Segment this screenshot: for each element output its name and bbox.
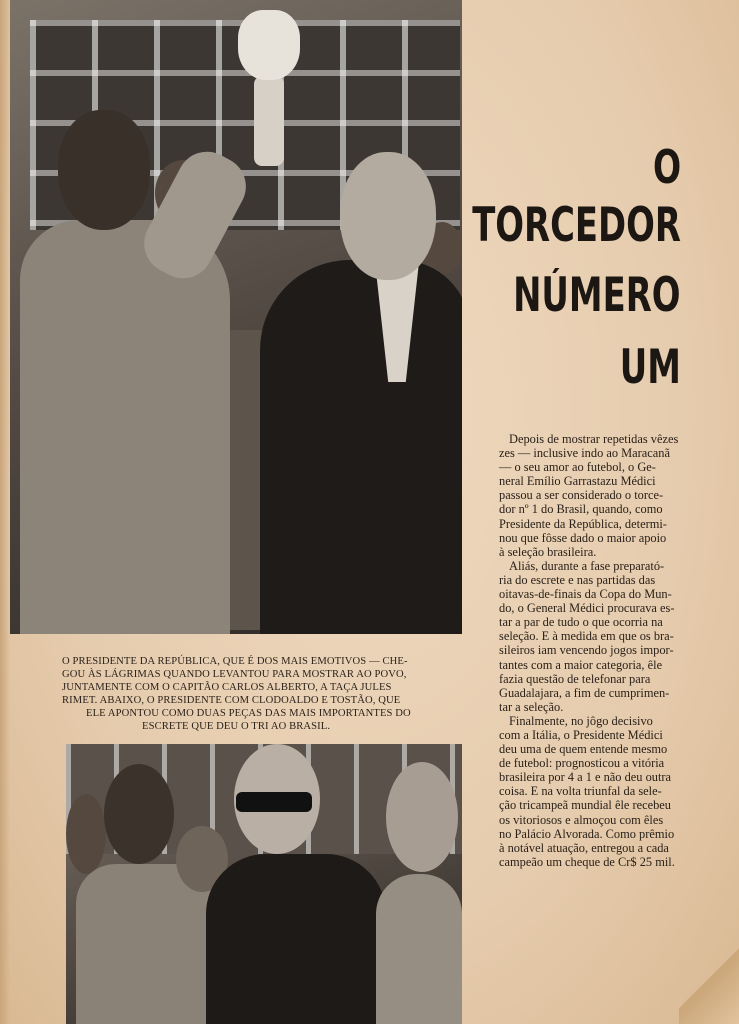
body-line: Finalmente, no jôgo decisivo [509, 713, 653, 728]
caption-line: GOU ÀS LÁGRIMAS QUANDO LEVANTOU PARA MOSTRAR AO POVO, [62, 669, 407, 680]
sunglasses-icon [236, 792, 312, 812]
body-line: — o seu amor ao futebol, o Ge- [499, 460, 656, 475]
caption-line: O PRESIDENTE DA REPÚBLICA, QUE É DOS MAIS EMOTIVOS — CHE- [62, 656, 408, 667]
photo-captain-face [58, 110, 150, 230]
body-line: ria do escrete e nas partidas das [499, 572, 656, 587]
body-line: do, o General Médici procurava es- [499, 601, 675, 616]
photo-player-clodoaldo-face [104, 764, 174, 864]
body-line: neral Emílio Garrastazu Médici [499, 474, 656, 489]
body-line: à seleção brasileira. [499, 544, 597, 559]
photo-player-tostao-body [376, 874, 462, 1024]
caption-line: RIMET. ABAIXO, O PRESIDENTE COM CLODOALDO E TOSTÃO, QUE [62, 695, 401, 706]
photo-player-tostao-face [386, 762, 458, 872]
body-line: tar a par de tudo o que ocorria na [499, 615, 663, 630]
body-line: passou a ser considerado o torce- [499, 488, 664, 503]
body-line: os vitoriosos e almoçou com êles [499, 812, 664, 827]
body-line: coisa. E na volta triunfal da sele- [499, 784, 662, 799]
body-line: deu uma de quem entende mesmo [499, 742, 668, 757]
body-line: campeão um cheque de Cr$ 25 mil. [499, 854, 675, 869]
body-line: de futebol: prognosticou a vitória [499, 756, 665, 771]
photo-bystander [66, 794, 106, 874]
photo-president-with-players [66, 744, 462, 1024]
article-title-line: TORCEDOR [472, 198, 681, 253]
photo-trophy-celebration [10, 0, 462, 634]
body-line: ção tricampeã mundial êle recebeu [499, 798, 671, 813]
body-line: nou que fôsse dado o maior apoio [499, 530, 667, 545]
photo-captain-body [20, 220, 230, 634]
body-line: Presidente da República, determi- [499, 516, 667, 531]
body-line: tar a seleção. [499, 699, 564, 714]
body-line: à notável atuação, entregou a cada [499, 840, 669, 855]
photo-president-suit [260, 260, 462, 634]
body-line: com a Itália, o Presidente Médici [499, 727, 663, 742]
article-title-line: NÚMERO [513, 268, 681, 323]
caption-line: ELE APONTOU COMO DUAS PEÇAS DAS MAIS IMPORTANTES DO [86, 708, 411, 719]
body-line: Guadalajara, a fim de cumprimen- [499, 685, 670, 700]
body-line: no Palácio Alvorada. Como prêmio [499, 826, 675, 841]
body-line: Depois de mostrar repetidas vêzes [509, 432, 679, 446]
body-line: zes — inclusive indo ao Maracanã [499, 446, 670, 461]
caption-line: ESCRETE QUE DEU O TRI AO BRASIL. [142, 721, 331, 732]
photo-president-face [340, 152, 436, 280]
body-line: brasileira por 4 a 1 e não deu outra [499, 770, 672, 785]
body-line: Aliás, durante a fase preparató- [509, 558, 665, 573]
body-line: tantes com a maior categoria, êle [499, 657, 663, 672]
body-line: sileiros iam vencendo jogos impor- [499, 643, 674, 658]
article-title-line: UM [619, 340, 681, 395]
trophy-icon-stem [254, 76, 284, 166]
photo-caption [62, 655, 474, 733]
article-title-line: O [652, 140, 681, 194]
body-line: seleção. E à medida em que os bra- [499, 629, 674, 644]
body-line: oitavas-de-finais da Copa do Mun- [499, 587, 672, 602]
article-body [499, 432, 695, 869]
body-line: dor nº 1 do Brasil, quando, como [499, 502, 663, 517]
body-line: fazia questão de telefonar para [499, 671, 651, 686]
trophy-icon [238, 10, 300, 80]
caption-line: JUNTAMENTE COM O CAPITÃO CARLOS ALBERTO, A TAÇA JULES [62, 682, 392, 693]
photo-president-suit [206, 854, 386, 1024]
page-tear [679, 914, 739, 1024]
